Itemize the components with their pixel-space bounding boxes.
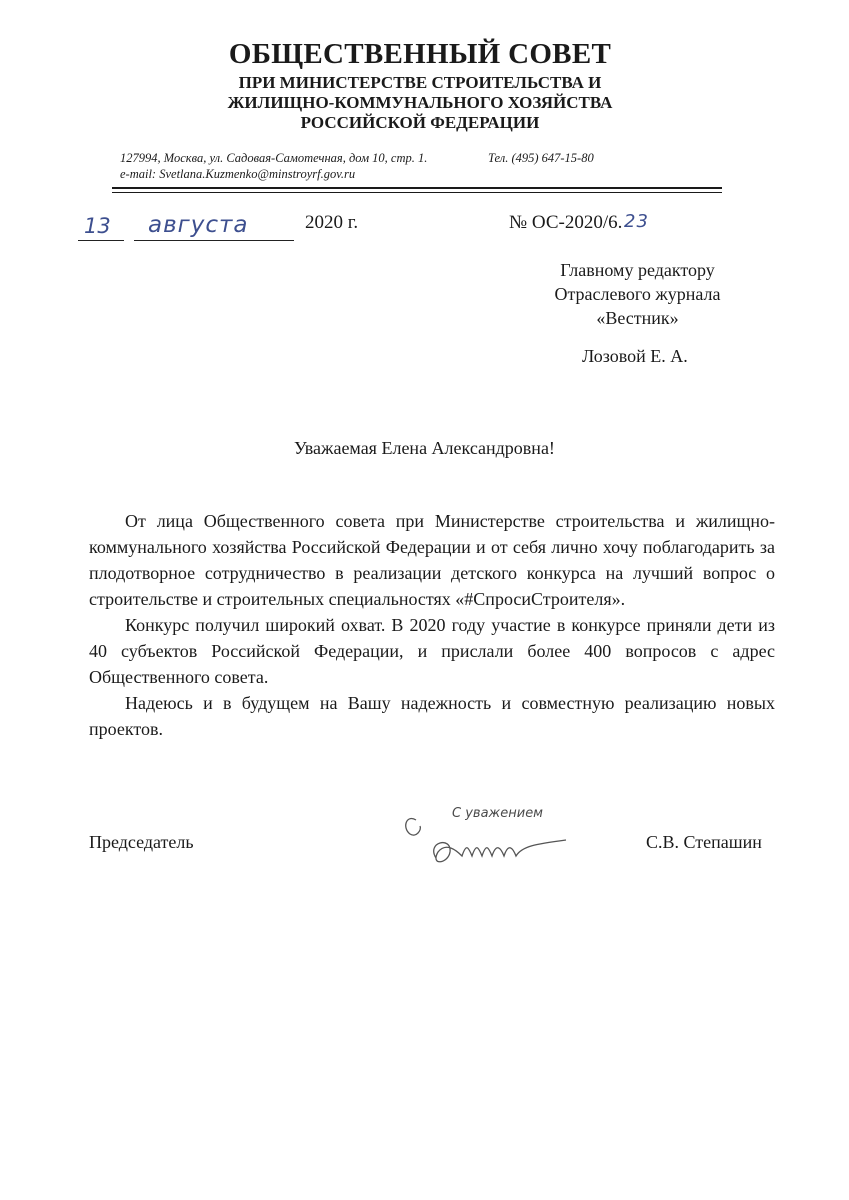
letterhead-address: 127994, Москва, ул. Садовая-Самотечная, дом 10, стр. 1. bbox=[120, 151, 428, 165]
letterhead-line-1: ПРИ МИНИСТЕРСТВЕ СТРОИТЕЛЬСТВА И bbox=[238, 73, 602, 92]
signatory-title: Председатель bbox=[89, 832, 194, 852]
addressee-line-1: Главному редактору bbox=[560, 260, 715, 280]
date-month-underline bbox=[134, 240, 294, 241]
letterhead-org: ОБЩЕСТВЕННЫЙ СОВЕТ bbox=[228, 38, 612, 70]
letterhead-divider-thick bbox=[112, 187, 722, 189]
date-day-underline bbox=[78, 240, 124, 241]
letterhead-divider-thin bbox=[112, 192, 722, 193]
letterhead-email: e-mail: Svetlana.Kuzmenko@minstroyrf.gov.ru bbox=[120, 167, 356, 181]
letter-body bbox=[89, 508, 775, 742]
salutation: Уважаемая Елена Александровна! bbox=[294, 438, 555, 458]
date-year: 2020 г. bbox=[305, 212, 359, 233]
date-day: 13 bbox=[84, 214, 111, 238]
addressee-name: Лозовой Е. А. bbox=[582, 346, 688, 366]
letterhead-subtitle bbox=[140, 73, 700, 133]
reference-number: № ОС-2020/6. bbox=[509, 212, 623, 233]
letterhead-phone: Тел. (495) 647-15-80 bbox=[488, 151, 594, 165]
body-paragraph-2: Конкурс получил широкий охват. В 2020 году участие в конкурсе приняли дети из 40 субъектов Российской Федерации, и прислали более 400 вопросов с адрес Общественного совета. bbox=[89, 615, 775, 687]
date-month: августа bbox=[148, 212, 249, 238]
signature-note: С уважением bbox=[452, 806, 543, 821]
reference-number-handwritten: 23 bbox=[624, 211, 649, 232]
handwritten-signature bbox=[396, 800, 596, 880]
addressee-line-3: «Вестник» bbox=[596, 308, 679, 328]
body-paragraph-1: От лица Общественного совета при Министерстве строительства и жилищно-коммунального хозяйства Российской Федерации и от себя лично хочу поблагодарить за плодотворное сотрудничество в реализации детского конкурса на лучший вопрос о строительстве и строительных специальностях «#СпросиСтроителя». bbox=[89, 511, 775, 609]
signatory-name: С.В. Степашин bbox=[646, 832, 762, 852]
body-paragraph-3: Надеюсь и в будущем на Вашу надежность и совместную реализацию новых проектов. bbox=[89, 693, 775, 739]
addressee-line-2: Отраслевого журнала bbox=[554, 284, 721, 304]
addressee-block bbox=[510, 258, 765, 330]
letterhead-line-3: РОССИЙСКОЙ ФЕДЕРАЦИИ bbox=[300, 113, 540, 132]
letterhead-line-2: ЖИЛИЩНО-КОММУНАЛЬНОГО ХОЗЯЙСТВА bbox=[227, 93, 613, 112]
